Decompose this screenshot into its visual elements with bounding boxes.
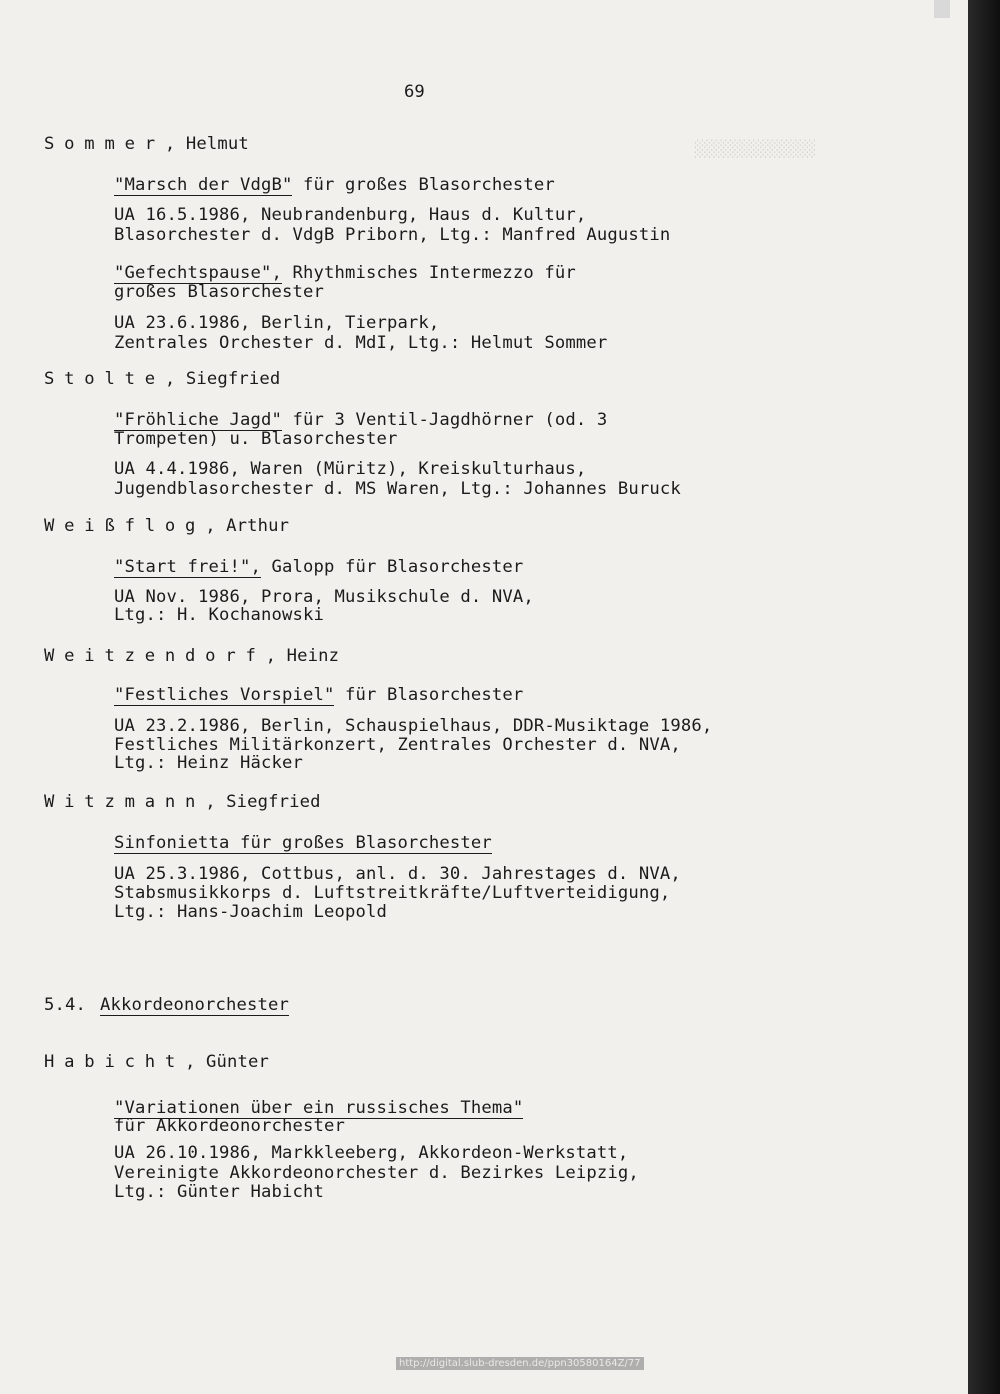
premiere-line: Ltg.: Günter Habicht (114, 1182, 324, 1202)
work-title-line: "Fröhliche Jagd" für 3 Ventil-Jagdhörner (od. 3 (114, 410, 608, 430)
premiere-line: Ltg.: H. Kochanowski (114, 605, 324, 625)
section-heading: 5.4. Akkordeonorchester (44, 995, 289, 1015)
page-number: 69 (404, 82, 425, 102)
composer-heading: Sommer, Helmut (44, 134, 249, 154)
work-title-line: "Festliches Vorspiel" für Blasorchester (114, 685, 524, 705)
composer-heading: Weitzendorf, Heinz (44, 646, 340, 666)
premiere-line: UA 23.6.1986, Berlin, Tierpark, (114, 313, 440, 333)
premiere-line: UA 16.5.1986, Neubrandenburg, Haus d. Kultur, (114, 205, 587, 225)
work-title-line: "Gefechtspause", Rhythmisches Intermezzo für (114, 263, 576, 283)
composer-heading: Witzmann, Siegfried (44, 792, 321, 812)
work-title-line: "Marsch der VdgB" für großes Blasorchester (114, 175, 555, 195)
composer-heading: Habicht, Günter (44, 1052, 270, 1072)
work-title-line: Sinfonietta für großes Blasorchester (114, 833, 492, 853)
premiere-line: Ltg.: Hans-Joachim Leopold (114, 902, 387, 922)
premiere-line: Zentrales Orchester d. MdI, Ltg.: Helmut Sommer (114, 333, 608, 353)
work-title-line: für Akkordeonorchester (114, 1116, 345, 1136)
premiere-line: UA 4.4.1986, Waren (Müritz), Kreiskulturhaus, (114, 459, 587, 479)
work-title-line: "Variationen über ein russisches Thema" (114, 1098, 524, 1118)
premiere-line: UA 23.2.1986, Berlin, Schauspielhaus, DDR-Musiktage 1986, (114, 716, 713, 736)
work-title-line: "Start frei!", Galopp für Blasorchester (114, 557, 524, 577)
premiere-line: Ltg.: Heinz Häcker (114, 753, 303, 773)
bleed-through: ░░░░░░░░░░░░░ (693, 140, 815, 158)
composer-heading: Weißflog, Arthur (44, 516, 290, 536)
premiere-line: UA 25.3.1986, Cottbus, anl. d. 30. Jahrestages d. NVA, (114, 864, 681, 884)
source-url: http://digital.slub-dresden.de/ppn30580164Z/77 (396, 1357, 644, 1370)
premiere-line: Stabsmusikkorps d. Luftstreitkräfte/Luftverteidigung, (114, 883, 671, 903)
premiere-line: UA 26.10.1986, Markkleeberg, Akkordeon-Werkstatt, (114, 1143, 629, 1163)
premiere-line: Blasorchester d. VdgB Priborn, Ltg.: Manfred Augustin (114, 225, 671, 245)
work-title-line: Trompeten) u. Blasorchester (114, 429, 398, 449)
premiere-line: Festliches Militärkonzert, Zentrales Orchester d. NVA, (114, 735, 681, 755)
premiere-line: UA Nov. 1986, Prora, Musikschule d. NVA, (114, 587, 534, 607)
page-edge (968, 0, 1000, 1394)
premiere-line: Vereinigte Akkordeonorchester d. Bezirkes Leipzig, (114, 1163, 639, 1183)
page-tab (934, 0, 950, 18)
premiere-line: Jugendblasorchester d. MS Waren, Ltg.: Johannes Buruck (114, 479, 681, 499)
composer-heading: Stolte, Siegfried (44, 369, 281, 389)
work-title-line: großes Blasorchester (114, 282, 324, 302)
